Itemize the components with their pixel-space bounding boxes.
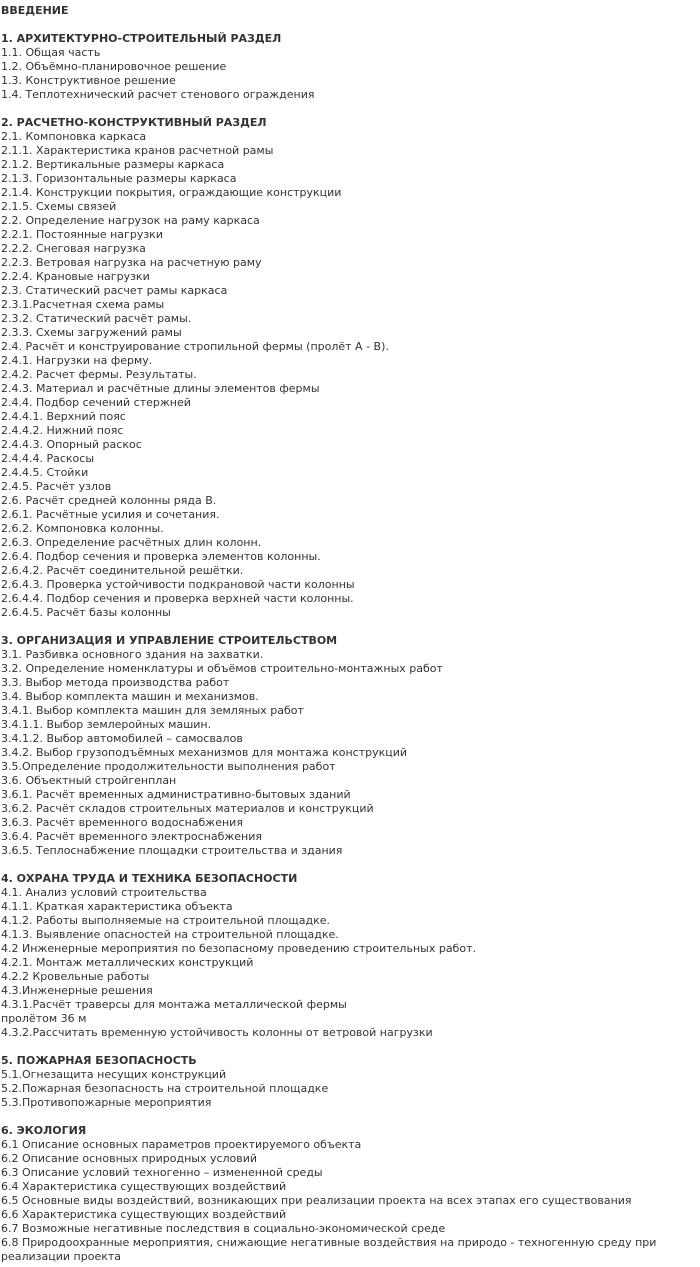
toc-item: 2.1.5. Схемы связей xyxy=(1,200,117,213)
toc-item: 2.4.3. Материал и расчётные длины элементов фермы xyxy=(1,382,320,395)
toc-item: 2.1.1. Характеристика кранов расчетной рамы xyxy=(1,144,274,157)
section-title: 5. ПОЖАРНАЯ БЕЗОПАСНОСТЬ xyxy=(1,1054,197,1067)
toc-item: 2.4.4. Подбор сечений стержней xyxy=(1,396,191,409)
toc-item: 3.4.1.2. Выбор автомобилей – самосвалов xyxy=(1,732,243,745)
toc-item: 4.1.2. Работы выполняемые на строительной площадке. xyxy=(1,914,330,927)
toc-item: 2.6.3. Определение расчётных длин колонн. xyxy=(1,536,262,549)
toc-item: 2.6.4.5. Расчёт базы колонны xyxy=(1,606,171,619)
toc-item: 4.1.1. Краткая характеристика объекта xyxy=(1,900,233,913)
section-title: 1. АРХИТЕКТУРНО-СТРОИТЕЛЬНЫЙ РАЗДЕЛ xyxy=(1,32,282,45)
toc-item: 6.7 Возможные негативные последствия в социально-экономической среде xyxy=(1,1222,446,1235)
toc-item: 3.5.Определение продолжительности выполнения работ xyxy=(1,760,336,773)
toc-item: 2.3. Статический расчет рамы каркаса xyxy=(1,284,228,297)
toc-item: 6.2 Описание основных природных условий xyxy=(1,1152,258,1165)
toc-item: 3.6. Объектный стройгенплан xyxy=(1,774,177,787)
toc-item: 2.4.4.1. Верхний пояс xyxy=(1,410,126,423)
toc-item: 2.3.3. Схемы загружений рамы xyxy=(1,326,182,339)
toc-item: 2.1.2. Вертикальные размеры каркаса xyxy=(1,158,225,171)
toc-item: 2.4.4.3. Опорный раскос xyxy=(1,438,142,451)
section-6 xyxy=(1,1124,700,1264)
section-1 xyxy=(1,32,700,102)
intro-heading: ВВЕДЕНИЕ xyxy=(1,4,69,17)
toc-item: 3.4. Выбор комплекта машин и механизмов. xyxy=(1,690,259,703)
toc-item: 6.8 Природоохранные мероприятия, снижающие негативные воздействия на природо - техногенную среду при реализации проекта xyxy=(1,1236,657,1263)
toc-item: 6.4 Характеристика существующих воздействий xyxy=(1,1180,287,1193)
toc-item: 3.4.1.1. Выбор землеройных машин. xyxy=(1,718,212,731)
toc-item: 2.1.4. Конструкции покрытия, ограждающие конструкции xyxy=(1,186,342,199)
toc-item: 1.2. Объёмно-планировочное решение xyxy=(1,60,227,73)
toc-item: 3.6.1. Расчёт временных административно-бытовых зданий xyxy=(1,788,351,801)
toc-item: 2.1. Компоновка каркаса xyxy=(1,130,147,143)
toc-item: 6.1 Описание основных параметров проектируемого объекта xyxy=(1,1138,362,1151)
toc-item: 2.4.4.2. Нижний пояс xyxy=(1,424,124,437)
sections-container xyxy=(1,32,700,1264)
toc-item: 5.2.Пожарная безопасность на строительной площадке xyxy=(1,1082,329,1095)
toc-item: 2.2.4. Крановые нагрузки xyxy=(1,270,150,283)
section-3 xyxy=(1,634,700,858)
toc-item: 2.6.4.4. Подбор сечения и проверка верхней части колонны. xyxy=(1,592,354,605)
toc-item: 2.3.1.Расчетная схема рамы xyxy=(1,298,165,311)
toc-item: 3.6.5. Теплоснабжение площадки строительства и здания xyxy=(1,844,343,857)
toc-item: 4.3.1.Расчёт траверсы для монтажа металлической фермы xyxy=(1,998,347,1011)
toc-item: 4.3.2.Рассчитать временную устойчивость колонны от ветровой нагрузки xyxy=(1,1026,433,1039)
toc-item: 4.1. Анализ условий строительства xyxy=(1,886,207,899)
toc-item: 2.1.3. Горизонтальные размеры каркаса xyxy=(1,172,237,185)
toc-item: 4.3.Инженерные решения xyxy=(1,984,153,997)
toc-item: 3.6.4. Расчёт временного электроснабжения xyxy=(1,830,262,843)
toc-item: 6.3 Описание условий техногенно – измененной среды xyxy=(1,1166,323,1179)
section-5 xyxy=(1,1054,700,1110)
toc-item: 2.2.1. Постоянные нагрузки xyxy=(1,228,163,241)
toc-item: 4.2 Инженерные мероприятия по безопасному проведению строительных работ. xyxy=(1,942,476,955)
toc-item: 2.6.4.2. Расчёт соединительной решётки. xyxy=(1,564,244,577)
toc-item: 2.4.1. Нагрузки на ферму. xyxy=(1,354,153,367)
toc-item: 2.4. Расчёт и конструирование стропильной фермы (пролёт А - В). xyxy=(1,340,389,353)
toc-item: 2.3.2. Статический расчёт рамы. xyxy=(1,312,192,325)
toc-item: 3.6.2. Расчёт складов строительных материалов и конструкций xyxy=(1,802,374,815)
toc-item: 2.6.4.3. Проверка устойчивости подкрановой части колонны xyxy=(1,578,355,591)
toc-item: 4.2.1. Монтаж металлических конструкций xyxy=(1,956,254,969)
toc-item: 2.6.2. Компоновка колонны. xyxy=(1,522,164,535)
toc-item: пролётом 36 м xyxy=(1,1012,87,1025)
toc-item: 5.3.Противопожарные мероприятия xyxy=(1,1096,212,1109)
toc-item: 6.5 Основные виды воздействий, возникающих при реализации проекта на всех этапах его существования xyxy=(1,1194,632,1207)
toc-item: 2.2.2. Снеговая нагрузка xyxy=(1,242,146,255)
toc-item: 1.3. Конструктивное решение xyxy=(1,74,176,87)
toc-item: 2.2. Определение нагрузок на раму каркаса xyxy=(1,214,260,227)
toc-item: 2.6.1. Расчётные усилия и сочетания. xyxy=(1,508,220,521)
toc-item: 1.4. Теплотехнический расчет стенового ограждения xyxy=(1,88,315,101)
section-4 xyxy=(1,872,700,1040)
toc-item: 3.4.2. Выбор грузоподъёмных механизмов для монтажа конструкций xyxy=(1,746,408,759)
toc-item: 2.4.5. Расчёт узлов xyxy=(1,480,112,493)
section-title: 3. ОРГАНИЗАЦИЯ И УПРАВЛЕНИЕ СТРОИТЕЛЬСТВОМ xyxy=(1,634,338,647)
section-title: 4. ОХРАНА ТРУДА И ТЕХНИКА БЕЗОПАСНОСТИ xyxy=(1,872,298,885)
toc-item: 3.3. Выбор метода производства работ xyxy=(1,676,230,689)
toc-item: 3.1. Разбивка основного здания на захватки. xyxy=(1,648,264,661)
toc-item: 1.1. Общая часть xyxy=(1,46,101,59)
toc-item: 2.6.4. Подбор сечения и проверка элементов колонны. xyxy=(1,550,321,563)
toc-item: 5.1.Огнезащита несущих конструкций xyxy=(1,1068,227,1081)
table-of-contents xyxy=(0,4,700,1264)
section-2 xyxy=(1,116,700,620)
toc-item: 2.6. Расчёт средней колонны ряда В. xyxy=(1,494,217,507)
toc-item: 2.4.4.4. Раскосы xyxy=(1,452,95,465)
section-title: 6. ЭКОЛОГИЯ xyxy=(1,1124,87,1137)
toc-item: 6.6 Характеристика существующих воздействий xyxy=(1,1208,287,1221)
toc-item: 2.4.2. Расчет фермы. Результаты. xyxy=(1,368,197,381)
toc-item: 3.6.3. Расчёт временного водоснабжения xyxy=(1,816,243,829)
toc-item: 3.4.1. Выбор комплекта машин для земляных работ xyxy=(1,704,304,717)
section-title: 2. РАСЧЕТНО-КОНСТРУКТИВНЫЙ РАЗДЕЛ xyxy=(1,116,267,129)
toc-item: 2.2.3. Ветровая нагрузка на расчетную раму xyxy=(1,256,262,269)
toc-item: 4.2.2 Кровельные работы xyxy=(1,970,150,983)
toc-item: 4.1.3. Выявление опасностей на строительной площадке. xyxy=(1,928,339,941)
toc-item: 3.2. Определение номенклатуры и объёмов строительно-монтажных работ xyxy=(1,662,443,675)
toc-item: 2.4.4.5. Стойки xyxy=(1,466,89,479)
